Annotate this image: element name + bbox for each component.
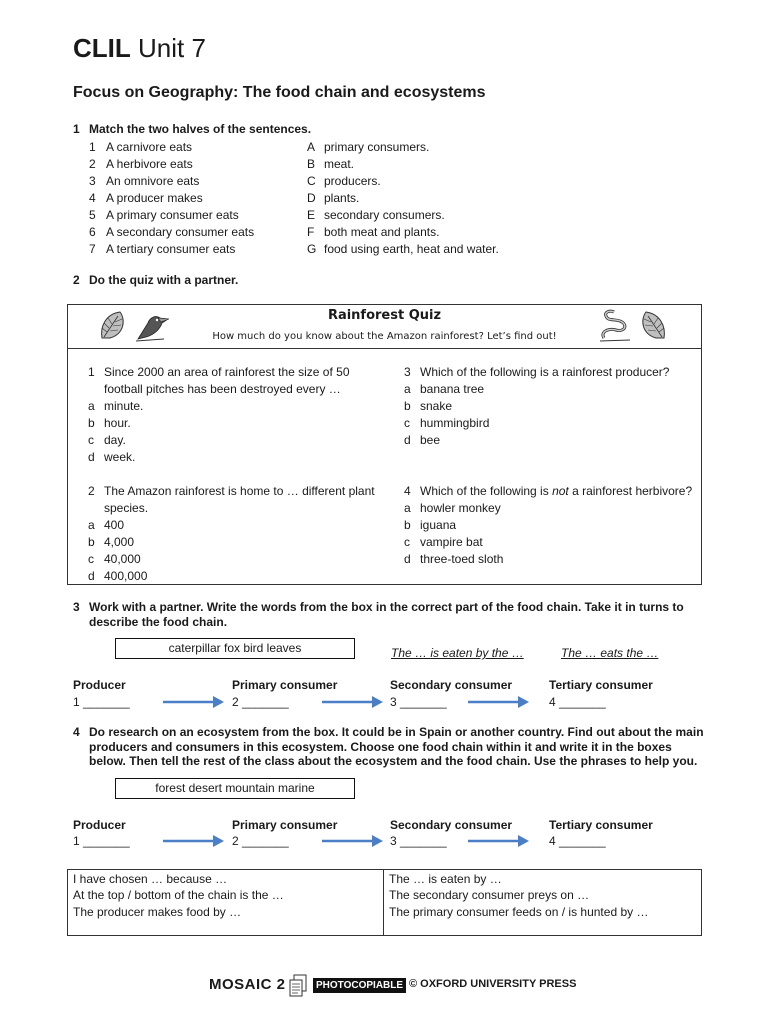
chain-blank-2[interactable]: 2 _______: [232, 695, 289, 709]
quiz-option: b hour.: [88, 416, 131, 430]
list-item: 2 A herbivore eats: [89, 157, 193, 171]
toucan-icon: [134, 309, 170, 343]
quiz-option: d 400,000: [88, 569, 148, 583]
chain-blank-3[interactable]: 3 _______: [390, 695, 447, 709]
match-right-list: [307, 139, 499, 258]
quiz-option: b 4,000: [88, 535, 135, 549]
exercise-1-heading: 1 Match the two halves of the sentences.: [73, 122, 312, 136]
chain-blank-4[interactable]: 4 _______: [549, 834, 606, 848]
chain-blank-2[interactable]: 2 _______: [232, 834, 289, 848]
quiz-option: c day.: [88, 433, 126, 447]
chain-blank-3[interactable]: 3 _______: [390, 834, 447, 848]
chain-label-tertiary: Tertiary consumer: [549, 678, 653, 692]
quiz-question-1-cont: football pitches has been destroyed every …: [104, 382, 341, 396]
list-item: E secondary consumers.: [307, 208, 445, 222]
chain-label-producer: Producer: [73, 678, 126, 692]
arrow-right-icon: [322, 834, 384, 848]
quiz-question-2: 2 The Amazon rainforest is home to … different plant: [88, 484, 375, 498]
phrase-item: I have chosen … because …: [73, 872, 228, 886]
list-item: 3 An omnivore eats: [89, 174, 200, 188]
quiz-subtitle: How much do you know about the Amazon rainforest? Let’s find out!: [212, 331, 557, 342]
phrase-item: The primary consumer feeds on / is hunted by …: [389, 905, 649, 919]
chain-label-primary: Primary consumer: [232, 678, 338, 692]
quiz-option: d bee: [404, 433, 441, 447]
photocopy-icon: [288, 974, 308, 998]
quiz-option: b snake: [404, 399, 453, 413]
snake-icon: [598, 308, 632, 344]
exercise-3-heading: 3 Work with a partner. Write the words from the box in the correct part of the food chain. Take it in turns to: [73, 600, 684, 614]
chain-blank-1[interactable]: 1 _______: [73, 834, 130, 848]
match-left-list: [89, 139, 254, 258]
chain-label-secondary: Secondary consumer: [390, 678, 513, 692]
brand-logo: MOSAIC 2: [209, 976, 286, 993]
quiz-option: a howler monkey: [404, 501, 501, 515]
exercise-4-heading: 4 Do research on an ecosystem from the box. It could be in Spain or another country. Find out about the main: [73, 725, 704, 739]
quiz-question-4: 4 Which of the following is not a rainforest herbivore?: [404, 484, 693, 498]
list-item: 4 A producer makes: [89, 191, 203, 205]
chain-blank-1[interactable]: 1 _______: [73, 695, 130, 709]
arrow-right-icon: [322, 695, 384, 709]
list-item: 6 A secondary consumer eats: [89, 225, 255, 239]
arrow-right-icon: [468, 695, 530, 709]
quiz-option: a minute.: [88, 399, 144, 413]
quiz-question-1: 1 Since 2000 an area of rainforest the size of 50: [88, 365, 350, 379]
phrase-item: The secondary consumer preys on …: [389, 888, 590, 902]
list-item: 1 A carnivore eats: [89, 140, 193, 154]
exercise-2-heading: 2 Do the quiz with a partner.: [73, 273, 239, 287]
quiz-option: c vampire bat: [404, 535, 483, 549]
quiz-title: Rainforest Quiz: [327, 308, 442, 323]
chain-label-primary: Primary consumer: [232, 818, 338, 832]
list-item: A primary consumers.: [307, 140, 430, 154]
phrase-item: At the top / bottom of the chain is the …: [73, 888, 284, 902]
chain-label-tertiary: Tertiary consumer: [549, 818, 653, 832]
useful-phrases-table: [67, 869, 702, 936]
list-item: B meat.: [307, 157, 355, 171]
copyright-notice: © OXFORD UNIVERSITY PRESS: [409, 978, 577, 990]
quiz-option: c hummingbird: [404, 416, 490, 430]
page-subtitle: Focus on Geography: The food chain and ecosystems: [73, 84, 486, 101]
arrow-right-icon: [163, 834, 225, 848]
phrase-item: The producer makes food by …: [73, 905, 242, 919]
chain-label-secondary: Secondary consumer: [390, 818, 513, 832]
chain-label-producer: Producer: [73, 818, 126, 832]
unit-title: CLIL Unit 7: [73, 33, 206, 63]
list-item: 5 A primary consumer eats: [89, 208, 239, 222]
exercise-3-heading-cont: describe the food chain.: [89, 615, 228, 629]
list-item: 7 A tertiary consumer eats: [89, 242, 236, 256]
rainforest-quiz: [67, 304, 702, 585]
word-box-ecosystems: forest desert mountain marine: [115, 778, 355, 799]
list-item: F both meat and plants.: [307, 225, 440, 239]
quiz-header: [68, 305, 701, 349]
phrase-item: The … is eaten by …: [389, 872, 502, 886]
chain-blank-4[interactable]: 4 _______: [549, 695, 606, 709]
list-item: D plants.: [307, 191, 360, 205]
exercise-4-heading-cont: producers and consumers in this ecosystem. Choose one food chain within it and write it in the boxes: [89, 740, 672, 754]
list-item: C producers.: [307, 174, 381, 188]
quiz-option: a 400: [88, 518, 125, 532]
arrow-right-icon: [163, 695, 225, 709]
leaf-icon: [98, 310, 134, 342]
table-divider: [383, 870, 384, 935]
phrase-eaten-by: The … is eaten by the …: [391, 646, 524, 660]
photocopiable-badge: PHOTOCOPIABLE: [313, 978, 406, 993]
quiz-question-2-cont: species.: [104, 501, 149, 515]
quiz-question-3: 3 Which of the following is a rainforest producer?: [404, 365, 670, 379]
quiz-option: d week.: [88, 450, 136, 464]
exercise-4-heading-cont: below. Then tell the rest of the class about the ecosystem and the food chain. Use the phrases to help you.: [89, 754, 698, 768]
quiz-option: b iguana: [404, 518, 457, 532]
phrase-eats: The … eats the …: [561, 646, 659, 660]
list-item: G food using earth, heat and water.: [307, 242, 499, 256]
quiz-option: d three-toed sloth: [404, 552, 504, 566]
word-box-food-chain: caterpillar fox bird leaves: [115, 638, 355, 659]
arrow-right-icon: [468, 834, 530, 848]
quiz-option: a banana tree: [404, 382, 485, 396]
leaf-icon: [632, 310, 668, 342]
quiz-option: c 40,000: [88, 552, 141, 566]
